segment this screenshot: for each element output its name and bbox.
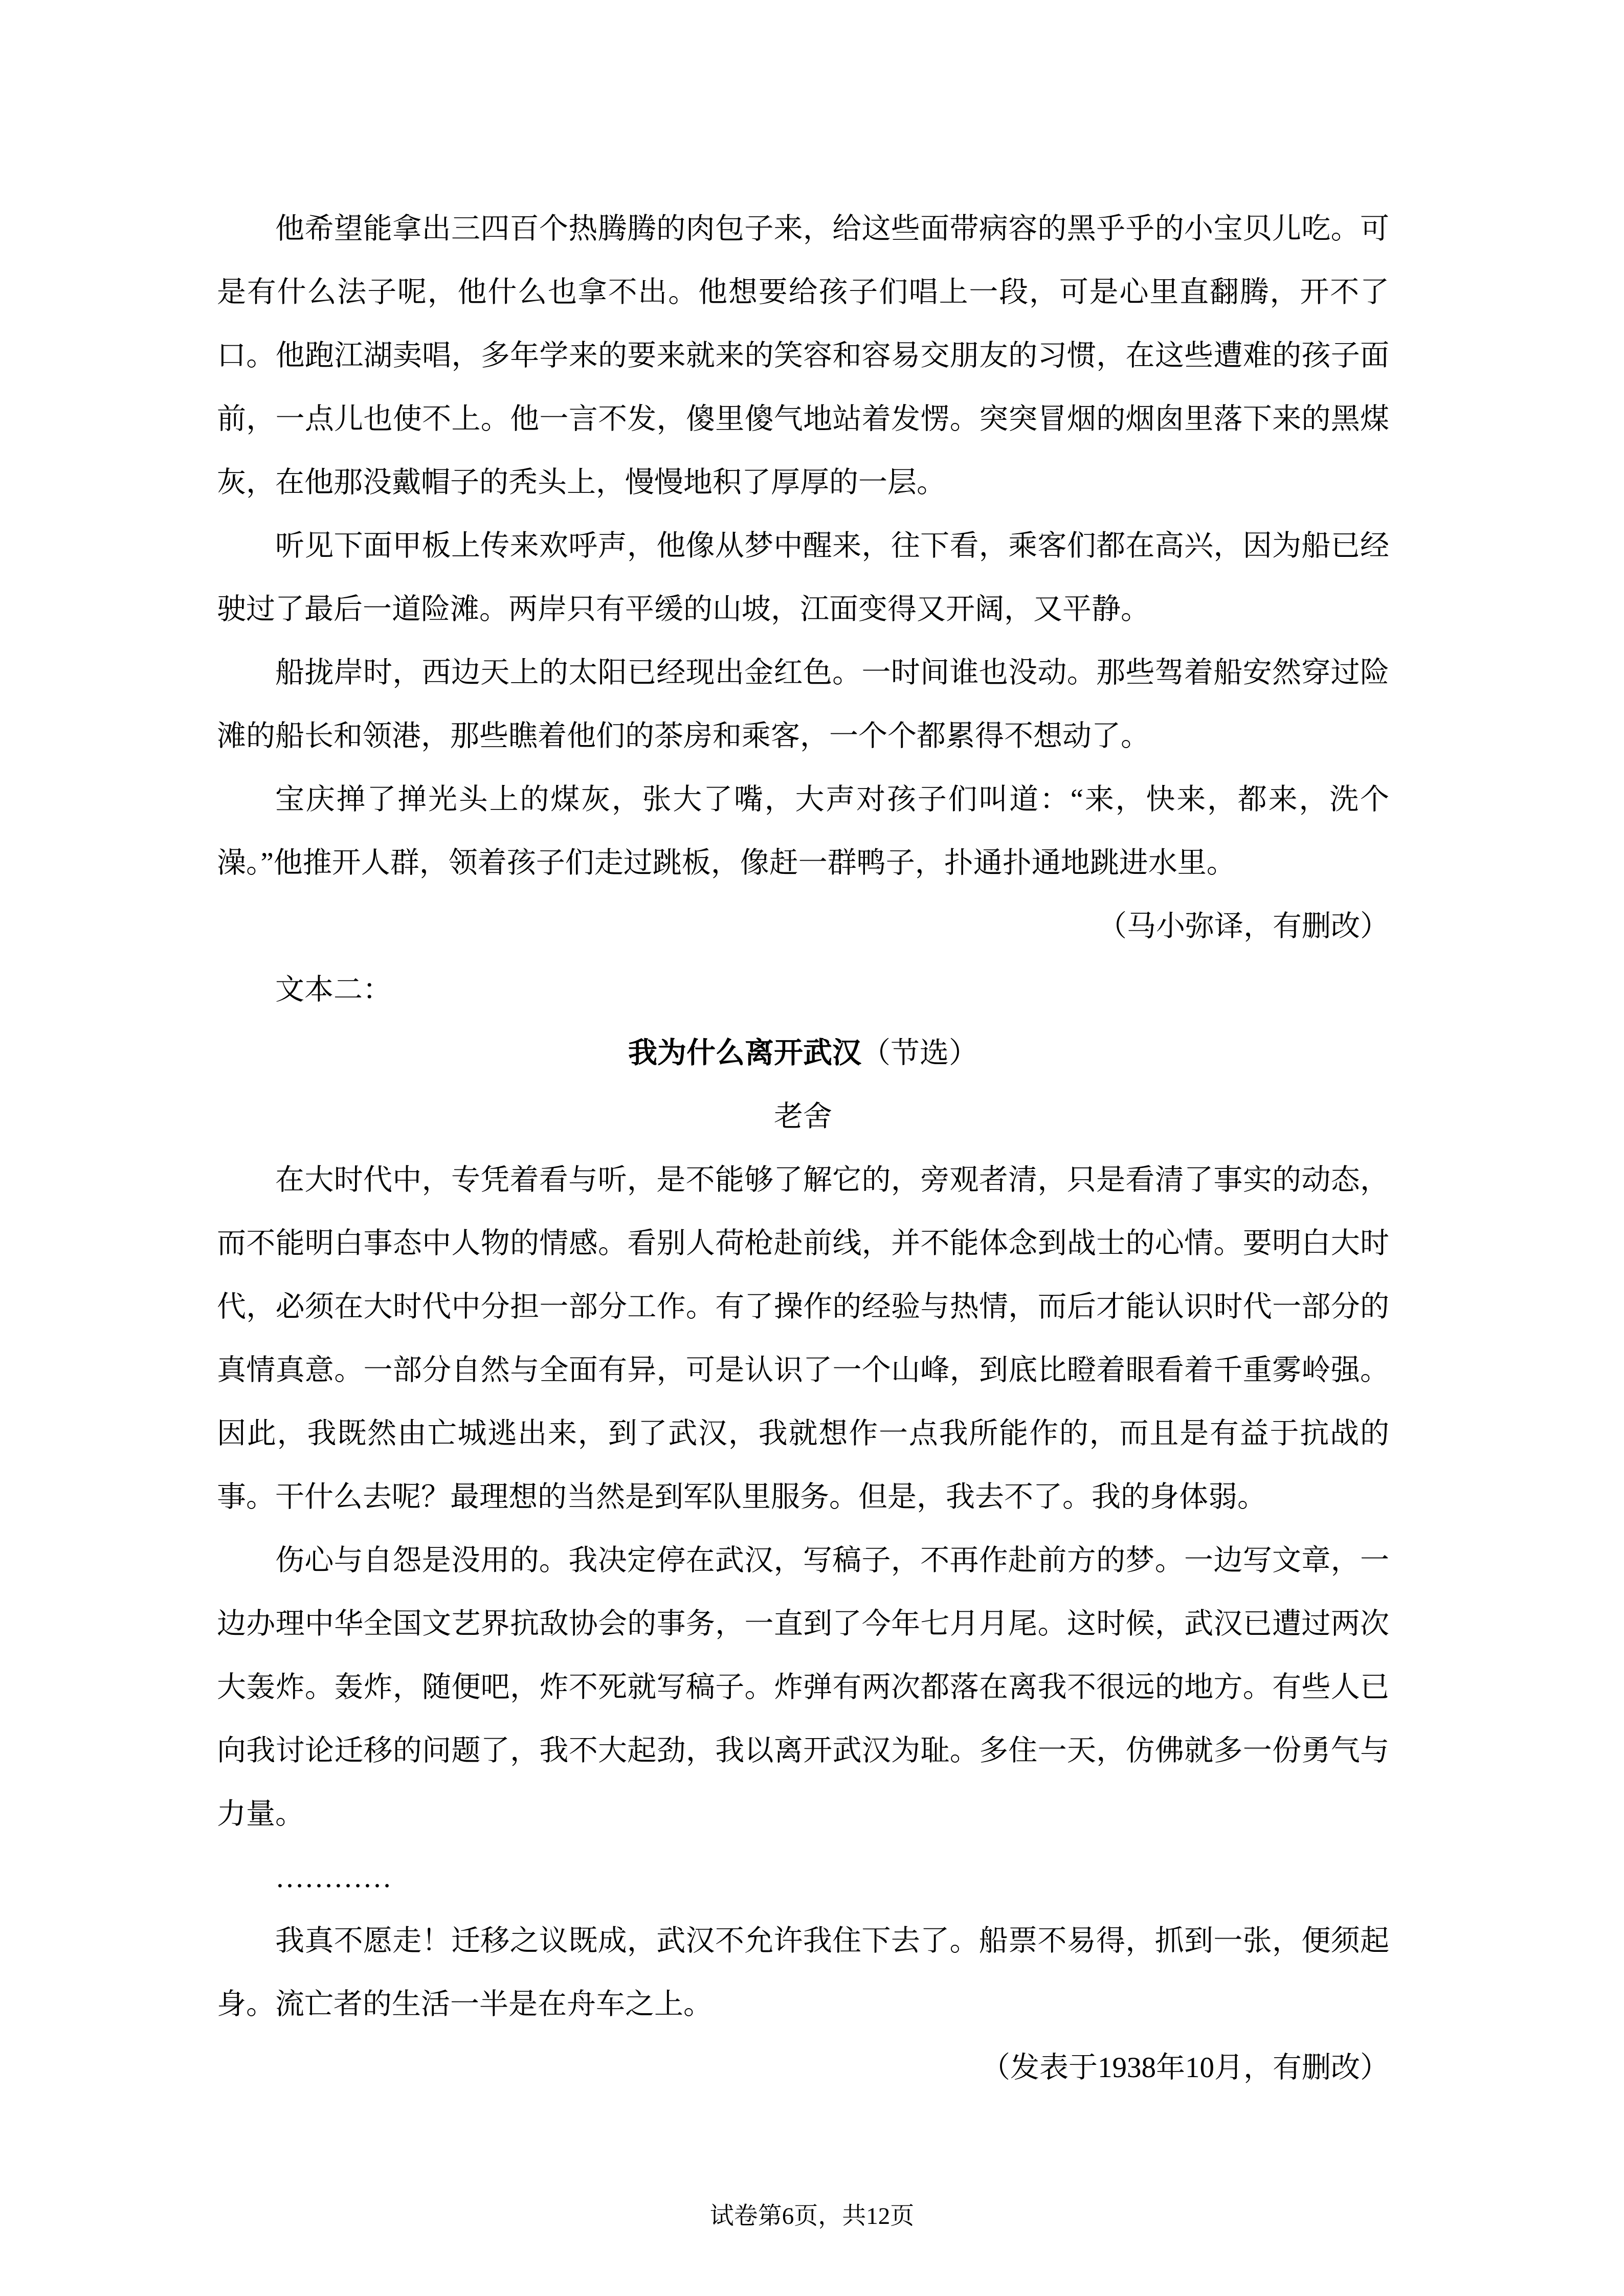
text-two-paragraph-3: 我真不愿走！迁移之议既成，武汉不允许我住下去了。船票不易得，抓到一张，便须起身。流亡者的生活一半是在舟车之上。 (217, 1925, 1389, 2020)
text-one-attribution: （马小弥译，有删改） (1098, 910, 1389, 942)
text-two-paragraph-2: 伤心与自怨是没用的。我决定停在武汉，写稿子，不再作赴前方的梦。一边写文章，一边办理中华全国文艺界抗敌协会的事务，一直到了今年七月月尾。这时候，武汉已遭过两次大轰炸。轰炸，随便吧，炸不死就写稿子。炸弹有两次都落在离我不很远的地方。有些人已向我讨论迁移的问题了，我不大起劲，我以离开武汉为耻。多住一天，仿佛就多一份勇气与力量。 (217, 1544, 1389, 1830)
text-one-paragraph-1: 他希望能拿出三四百个热腾腾的肉包子来，给这些面带病容的黑乎乎的小宝贝儿吃。可是有什么法子呢，他什么也拿不出。他想要给孩子们唱上一段，可是心里直翻腾，开不了口。他跑江湖卖唱，多年学来的要来就来的笑容和容易交朋友的习惯，在这些遭难的孩子面前，一点儿也使不上。他一言不发，傻里傻气地站着发愣。突突冒烟的烟囱里落下来的黑煤灰，在他那没戴帽子的秃头上，慢慢地积了厚厚的一层。 (217, 213, 1389, 499)
page-footer: 试卷第6页，共12页 (709, 2203, 915, 2230)
text-two-title-suffix: （节选） (861, 1037, 978, 1069)
text-two-ellipsis-line: ………… (275, 1861, 392, 1894)
text-one-paragraph-3: 船拢岸时，西边天上的太阳已经现出金红色。一时间谁也没动。那些驾着船安然穿过险滩的船长和领港，那些瞧着他们的茶房和乘客，一个个都累得不想动了。 (217, 657, 1389, 752)
text-two-label: 文本二： (275, 974, 392, 1006)
text-one-paragraph-4: 宝庆掸了掸光头上的煤灰，张大了嘴，大声对孩子们叫道：“来，快来，都来，洗个澡。”他推开人群，领着孩子们走过跳板，像赶一群鸭子，扑通扑通地跳进水里。 (217, 783, 1389, 879)
text-two-title: 我为什么离开武汉 (628, 1037, 861, 1069)
text-two-title-line (217, 1022, 1389, 1085)
text-two-paragraph-1: 在大时代中，专凭着看与听，是不能够了解它的，旁观者清，只是看清了事实的动态，而不能明白事态中人物的情感。看别人荷枪赴前线，并不能体念到战士的心情。要明白大时代，必须在大时代中分担一部分工作。有了操作的经验与热情，而后才能认识时代一部分的真情真意。一部分自然与全面有异，可是认识了一个山峰，到底比瞪着眼看着千重雾岭强。因此，我既然由亡城逃出来，到了武汉，我就想作一点我所能作的，而且是有益于抗战的事。干什么去呢？最理想的当然是到军队里服务。但是，我去不了。我的身体弱。 (217, 1164, 1389, 1513)
page-content (217, 197, 1389, 2100)
text-one-paragraph-2: 听见下面甲板上传来欢呼声，他像从梦中醒来，往下看，乘客们都在高兴，因为船已经驶过了最后一道险滩。两岸只有平缓的山坡，江面变得又开阔，又平静。 (217, 530, 1389, 625)
text-two-attribution: （发表于1938年10月，有删改） (981, 2052, 1389, 2084)
text-two-author: 老舍 (774, 1100, 832, 1133)
